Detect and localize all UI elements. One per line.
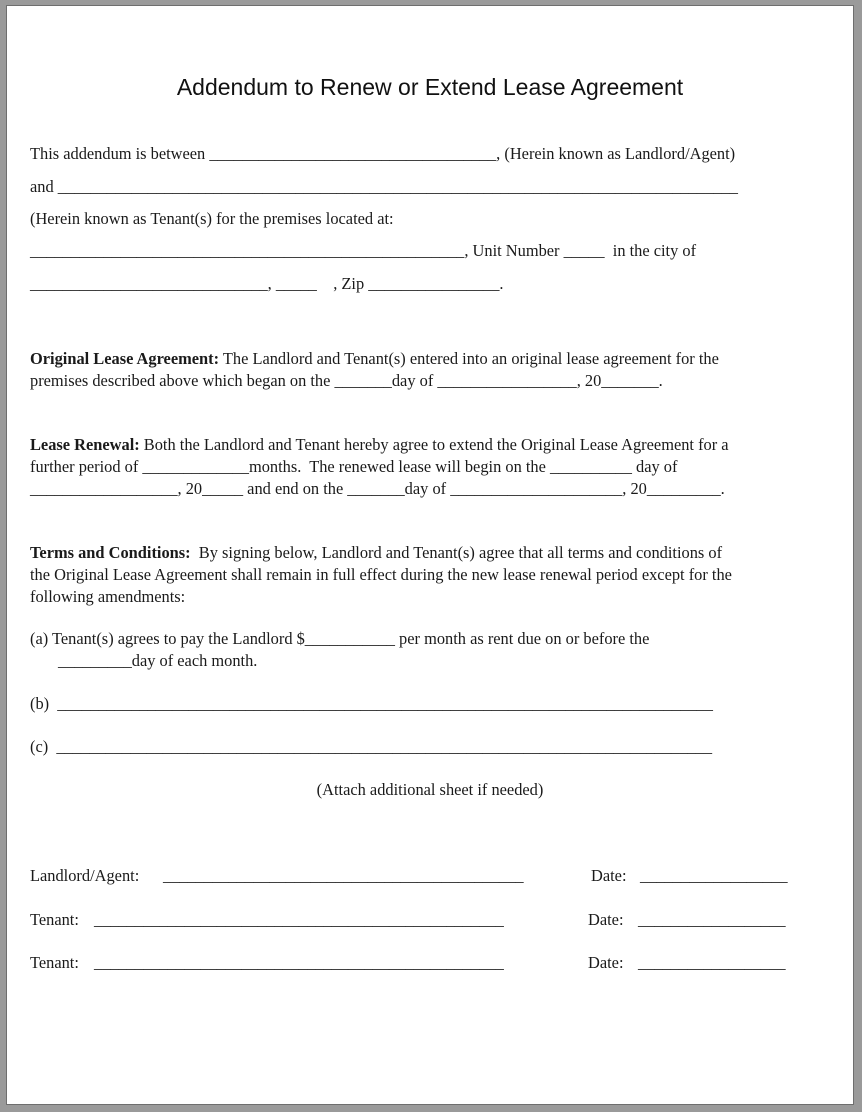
terms-line-2: the Original Lease Agreement shall remain in full effect during the new lease renewal period except for the <box>30 565 732 584</box>
original-lease-heading: Original Lease Agreement: <box>30 349 220 368</box>
renewal-line-3: __________________, 20_____ and end on the _______day of _____________________, 20_________. <box>30 479 725 498</box>
amendment-b: (b) ________________________________________________________________________________ <box>30 694 713 713</box>
landlord-date-label: Date: <box>591 866 627 885</box>
tenant1-signature-label: Tenant: <box>30 910 79 929</box>
landlord-date-line: __________________ <box>640 866 788 885</box>
terms-line-3: following amendments: <box>30 587 186 606</box>
amendment-c: (c) ________________________________________________________________________________ <box>30 737 713 756</box>
terms-heading: Terms and Conditions: <box>30 543 191 562</box>
original-lease-line-2: premises described above which began on the _______day of _________________, 20_______. <box>30 371 663 390</box>
tenant2-signature-label: Tenant: <box>30 953 79 972</box>
document-title: Addendum to Renew or Extend Lease Agreement <box>176 74 684 100</box>
tenant2-signature-line: __________________________________________________ <box>94 953 504 972</box>
tenant1-date-line: __________________ <box>638 910 786 929</box>
original-lease-text-1: The Landlord and Tenant(s) entered into an original lease agreement for the <box>219 349 719 368</box>
parties-line-2: and ___________________________________________________________________________________ <box>30 177 738 196</box>
landlord-signature-line: ____________________________________________ <box>163 866 524 885</box>
tenant1-date-label: Date: <box>588 910 624 929</box>
original-lease-line-1 <box>30 349 719 369</box>
renewal-heading: Lease Renewal: <box>30 435 140 454</box>
amendment-a-line-2: _________day of each month. <box>58 651 258 670</box>
renewal-line-2: further period of _____________months. The renewed lease will begin on the __________ day of <box>30 457 678 476</box>
renewal-line-1 <box>30 435 729 455</box>
attach-note: (Attach additional sheet if needed) <box>316 780 544 799</box>
tenant2-date-label: Date: <box>588 953 624 972</box>
parties-line-5: _____________________________, _____ , Zip ________________. <box>30 274 504 293</box>
landlord-signature-label: Landlord/Agent: <box>30 866 140 885</box>
parties-line-1: This addendum is between ___________________________________, (Herein known as Landlord/Agent) <box>30 144 736 163</box>
document-page <box>6 5 854 1105</box>
amendment-a-line-1: (a) Tenant(s) agrees to pay the Landlord $___________ per month as rent due on or before the <box>30 629 650 648</box>
renewal-text-1: Both the Landlord and Tenant hereby agree to extend the Original Lease Agreement for a <box>139 435 729 454</box>
parties-line-4: _____________________________________________________, Unit Number _____ in the city of <box>30 241 697 260</box>
parties-line-3: (Herein known as Tenant(s) for the premises located at: <box>30 209 394 228</box>
terms-line-1 <box>30 543 722 563</box>
tenant2-date-line: __________________ <box>638 953 786 972</box>
terms-text-1: By signing below, Landlord and Tenant(s) agree that all terms and conditions of <box>190 543 723 562</box>
tenant1-signature-line: __________________________________________________ <box>94 910 504 929</box>
